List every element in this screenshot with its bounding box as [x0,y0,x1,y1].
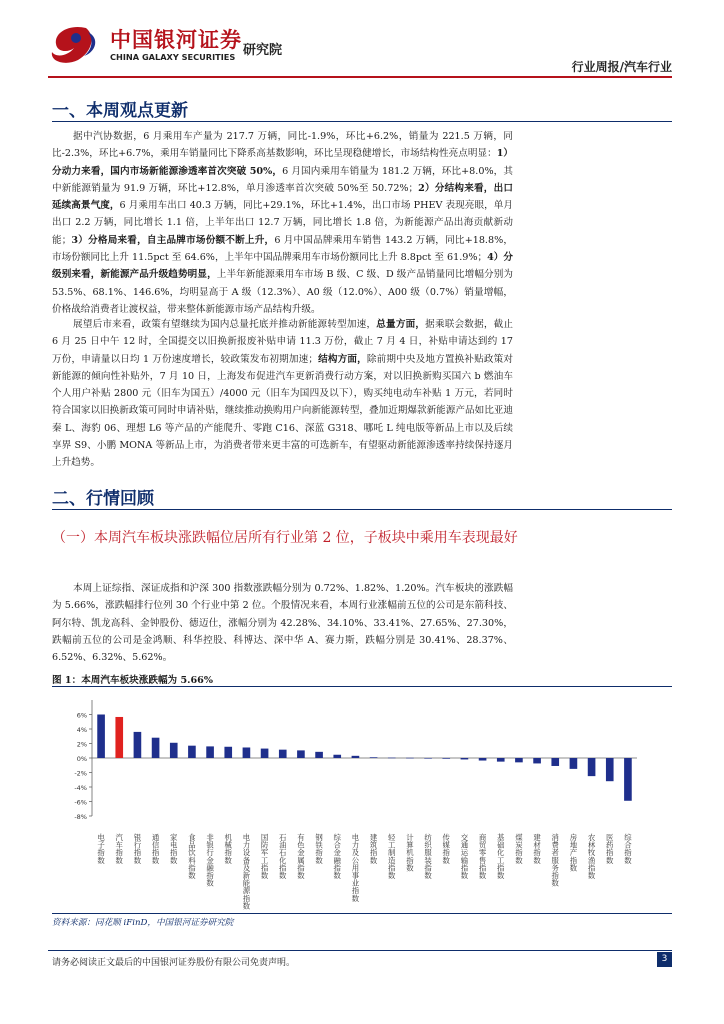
y-tick-label: -2% [74,769,87,778]
bar [406,758,414,759]
x-tick-label: 综合指数 [624,833,632,865]
y-tick-label: -6% [74,798,87,807]
bar [424,758,432,759]
x-tick-label: 纺织服装指数 [424,833,432,880]
bar [606,758,614,781]
section-1-paragraph-2 [52,316,513,472]
x-tick-label: 轻工制造指数 [388,833,396,880]
y-tick-label: 0% [76,755,87,763]
x-tick-label: 机械指数 [224,833,232,865]
bar [97,715,105,759]
x-tick-label: 房地产指数 [569,833,578,873]
bar [570,758,578,769]
text-segment: 6 月国内乘用车销量为 181.2 万辆，环比+8.0%，其中新能源销量为 91.9 万辆，环比+12.8%，单月渗透率首次突破 50%至 50.72%； [52,165,513,194]
bar [134,732,142,758]
text-segment: 除前期中央及地方置换补贴政策对新能源的倾向性补贴外，7 月 10 日，上海发布促进汽车更新消费行动方案，对以旧换新购买国六 b 燃油车个人用户补贴 2800 元（旧车为国五）/4000 元（旧车为国四及以下），购买纯电动车补贴 1 万元，若同时符合国家以旧换新政策可同时申请补贴，继续推动换购用户向新能源转型，叠加近期爆款新能源产品如比亚迪秦 L、海豹 06、理想 L6 等产品的产能爬升、零跑 C16、深蓝 G318、哪吒 L 纯电版等新品上市以及后续享界 S9、小鹏 MONA 等新品上市，为消费者带来更丰富的可选新车，有望驱动新能源渗透率持续保持逐月上升趋势。 [52,353,514,469]
bar [279,750,287,758]
text-segment: 上半年新能源乘用车市场 B 级、C 级、D 级产品销量同比增幅分别为 53.5%、68.1%、146.6%，均明显高于 A 级（12.3%）、A0 级（12.0%）、A00 级（0.7%）销量增幅，价格战给消费者让渡权益，带来整体新能源市场产品结构升级。 [52,269,514,315]
report-type: 行业周报/汽车行业 [571,60,672,74]
bold-text-segment: 4）分级别来看，新能源产品升级趋势明显， [52,252,513,281]
text-segment: 据中汽协数据，6 月乘用车产量为 217.7 万辆，同比-1.9%，环比+6.2%，销量为 221.5 万辆，同比-2.3%，环比+6.7%，乘用车销量同比下降系高基数影响，环比呈现稳健增长，市场结构性亮点明显： [52,131,513,160]
x-tick-label: 银行指数 [133,833,142,865]
bar-chart [52,690,672,912]
x-tick-label: 传媒指数 [442,833,450,865]
x-tick-label: 电力及公用事业指数 [351,833,360,903]
y-tick-label: 2% [76,740,87,749]
bar [479,758,487,761]
x-tick-label: 综合金融指数 [333,833,341,880]
logo-chinese-name: 中国银河证券 [110,28,242,52]
figure-bottom-rule [52,913,672,914]
page-number: 3 [657,952,672,967]
bar [333,755,341,758]
x-tick-label: 建筑指数 [369,833,378,865]
x-tick-label: 通信指数 [151,833,160,865]
x-tick-label: 基础化工指数 [497,833,505,880]
bar [206,746,214,758]
bar [533,758,541,763]
x-tick-label: 电子指数 [97,833,105,865]
bar [551,758,559,766]
x-tick-label: 汽车指数 [115,833,123,865]
bar [170,743,178,758]
bold-text-segment: 总量方面， [376,319,426,330]
section-2-subtitle: （一）本周汽车板块涨跌幅位居所有行业第 2 位，子板块中乘用车表现最好 [52,530,518,546]
x-tick-label: 消费者服务指数 [551,833,559,888]
bar [297,750,305,758]
footer-divider [48,950,672,951]
x-tick-label: 食品饮料指数 [188,833,196,880]
bar [152,738,160,758]
x-tick-label: 煤炭指数 [515,833,523,865]
bar [588,758,596,776]
figure-top-rule [52,686,672,687]
bar [115,717,123,758]
bar [352,756,360,758]
x-tick-label: 电力设备及新能源指数 [242,833,251,911]
section-2-title: 二、行情回顾 [52,489,154,509]
x-tick-label: 钢铁指数 [315,833,323,865]
section-1-rule [52,121,672,122]
figure-title: 图 1：本周汽车板块涨跌幅为 5.66% [52,675,213,686]
figure-source: 资料来源：同花顺 iFinD，中国银河证券研究院 [52,918,234,928]
bold-text-segment: 结构方面， [317,353,367,365]
galaxy-logo-icon [48,22,104,66]
bold-text-segment: 3）分格局来看，自主品牌市场份额不断上升， [71,234,275,246]
y-tick-label: -8% [74,813,87,821]
x-tick-label: 有色金属指数 [297,833,305,880]
x-tick-label: 交通运输指数 [460,833,469,880]
x-tick-label: 非银行金融指数 [206,833,214,888]
institute-label: 研究院 [243,43,283,58]
y-tick-label: 4% [76,726,87,734]
bar [388,758,396,759]
bar [624,758,632,801]
x-tick-label: 医药指数 [606,833,614,865]
logo-english-name: CHINA GALAXY SECURITIES [110,52,236,62]
x-tick-label: 国防军工指数 [260,833,269,880]
bar [515,758,523,762]
x-tick-label: 商贸零售指数 [478,833,487,880]
section-2-rule [52,509,672,510]
x-tick-label: 石油石化指数 [279,833,287,880]
x-tick-label: 计算机指数 [406,833,414,873]
bold-text-segment: 1）分动力来看，国内市场新能源渗透率首次突破 50%， [52,148,513,177]
section-1-title: 一、本周观点更新 [52,101,188,121]
x-tick-label: 建材指数 [533,833,541,865]
text-segment: 据乘联会数据，截止 6 月 25 日中午 12 时，全国提交以旧换新报废补贴申请 11.3 万份，截止 7 月 4 日，补贴申请达到约 17 万份，申请量以日均 1 万份速度增长，较政策发布初期加速； [52,319,514,365]
bar [315,752,323,758]
bar [497,758,505,762]
section-2-paragraph: 本周上证综指、深证成指和沪深 300 指数涨跌幅分别为 0.72%、1.82%、1.20%。汽车板块的涨跌幅为 5.66%，涨跌幅排行位列 30 个行业中第 2 位。个股情况来看，本周行业涨幅前五位的公司是东箭科技、阿尔特、凯龙高科、金钟股份、德迈仕，涨幅分别为 42.28%、34.10%、33.41%、27.65%、27.30%，跌幅前五位的公司是金鸿顺、科华控股、科博达、深中华 A、赛力斯，跌幅分别是 30.41%、28.37%、6.52%、6.32%、5.62%。 [52,583,513,664]
footer-disclaimer: 请务必阅读正文最后的中国银河证券股份有限公司免责声明。 [52,958,296,968]
bar [224,747,232,758]
header-divider [48,76,672,78]
y-tick-label: 6% [76,711,87,720]
bar [461,758,469,759]
section-1-paragraph-1 [52,128,513,318]
text-segment: 6 月乘用车出口 40.3 万辆，同比+29.1%，环比+1.4%，出口市场 PHEV 表现亮眼，单月出口 2.2 万辆，同比增长 1.1 倍，上半年出口 12.7 万辆，同比增长 1.8 倍，为新能源产品出海贡献新动能； [52,200,513,246]
text-segment: 展望后市来看，政策有望继续为国内总量托底并推动新能源转型加速， [73,319,377,330]
bar [261,749,269,758]
bold-text-segment: 2）分结构来看，出口延续高景气度， [52,182,513,212]
bar [188,746,196,758]
bar [243,747,251,758]
x-tick-label: 家电指数 [170,833,178,865]
bar [442,758,450,759]
bar [370,757,378,758]
y-tick-label: -4% [74,784,87,792]
x-tick-label: 农林牧渔指数 [587,833,596,880]
text-segment: 6 月中国品牌乘用车销售 143.2 万辆，同比+18.8%，市场份额同比上升 11.5pct 至 64.6%，上半年中国品牌乘用车市场份额同比上升 8.8pct 至 61.9%； [52,234,514,264]
